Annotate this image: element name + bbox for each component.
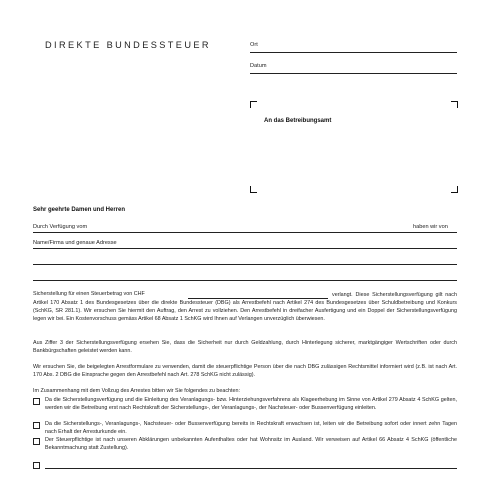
salutation: Sehr geehrte Damen und Herren	[33, 207, 126, 213]
checklist-item-3: Der Steuerpflichtige ist nach unseren Abklärungen unbekannten Aufenthaltes oder hat Wohnsitz im Ausland. Wir verweisen auf Artikel 66 Absatz 4 SchKG (öffentliche Bekanntmachung statt Zustellung).	[45, 437, 457, 451]
order-date-label: Durch Verfügung vom	[33, 224, 88, 230]
datum-field-line[interactable]	[250, 73, 457, 74]
paragraph-4: Im Zusammenhang mit dem Vollzug des Arrestes bitten wir Sie folgendes zu beachten:	[33, 388, 241, 394]
ort-label: Ort	[250, 42, 258, 48]
paragraph-1: verlangt. Diese Sicherstellungsverfügung gilt nach Artikel 170 Absatz 1 des Bundesgesetzes über die direkte Bundessteuer (DBG) als Arrestbefehl nach Artikel 274 des Bundesgesetzes über Schuldbetreibung und Konkurs (SchKG, SR 281.1). Wir ersuchen Sie hiermit den Auftrag, den Arrest zu vollziehen. Den Arrestbefehl in dreifacher Ausfertigung und ein Doppel der Sicherstellungsverfügung legen wir bei. Ein Kostenvorschuss gemäss Artikel 68 Absatz 1 SchKG wird Ihnen auf Verlangen unverzüglich überwiesen.	[33, 292, 457, 322]
address-corner-bottom-right	[451, 186, 458, 193]
checkbox-2[interactable]	[33, 422, 40, 429]
checkbox-3[interactable]	[33, 438, 40, 445]
address-corner-top-right	[451, 101, 458, 108]
checklist-item-1: Da die Sicherstellungsverfügung und die Einleitung des Veranlagungs- bzw. Hinterziehungsverfahrens als Klageerhebung im Sinne von Artikel 279 Absatz 4 SchKG gelten, werden wir die Betreibung erst nach Rechtskraft der Sicherstellungs-, der Veranlagungs-, der Nachsteuer- oder Bussenverfügung einleiten.	[45, 397, 457, 411]
recipient-label: An das Betreibungsamt	[264, 118, 332, 124]
p1-lead: Sicherstellung für einen Steuerbetrag von CHF	[33, 291, 145, 297]
name-address-line-3[interactable]	[33, 280, 457, 281]
paragraph-3: Wir ersuchen Sie, die beigelegten Arrestformulare zu verwenden, damit die steuerpflichtige Person über die nach DBG zulässigen Rechtsmittel informiert wird (z.B. ist nach Art. 170 Abs. 2 DBG die Einsprache gegen den Arrestbefehl nach Art. 278 SchKG nicht zulässig).	[33, 364, 457, 378]
checkbox-4[interactable]	[33, 462, 40, 469]
datum-label: Datum	[250, 63, 267, 69]
name-address-line-1[interactable]	[33, 248, 457, 249]
ort-field-line[interactable]	[250, 52, 457, 53]
name-address-line-2[interactable]	[33, 264, 457, 265]
checkbox-1[interactable]	[33, 398, 40, 405]
checklist-item-4-line[interactable]	[45, 468, 457, 469]
address-corner-bottom-left	[250, 186, 257, 193]
checklist-item-2: Da die Sicherstellungs-, Veranlagungs-, Nachsteuer- oder Bussenverfügung bereits in Rechtskraft erwachsen ist, leiten wir die Betreibung sofort oder innert zehn Tagen nach Erhalt der Arresturkunde ein.	[45, 421, 457, 435]
order-line[interactable]	[33, 232, 457, 233]
address-corner-top-left	[250, 101, 257, 108]
paragraph-2: Aus Ziffer 3 der Sicherstellungsverfügung ersehen Sie, dass die Sicherheit nur durch Geldzahlung, durch Hinterlegung sicherer, marktgängiger Wertschriften oder durch Bankbürgschaften geleistet werden kann.	[33, 340, 457, 354]
name-address-label: Name/Firma und genaue Adresse	[33, 240, 117, 246]
form-title: DIREKTE BUNDESSTEUER	[45, 40, 211, 50]
order-from-label: haben wir von	[413, 224, 448, 230]
